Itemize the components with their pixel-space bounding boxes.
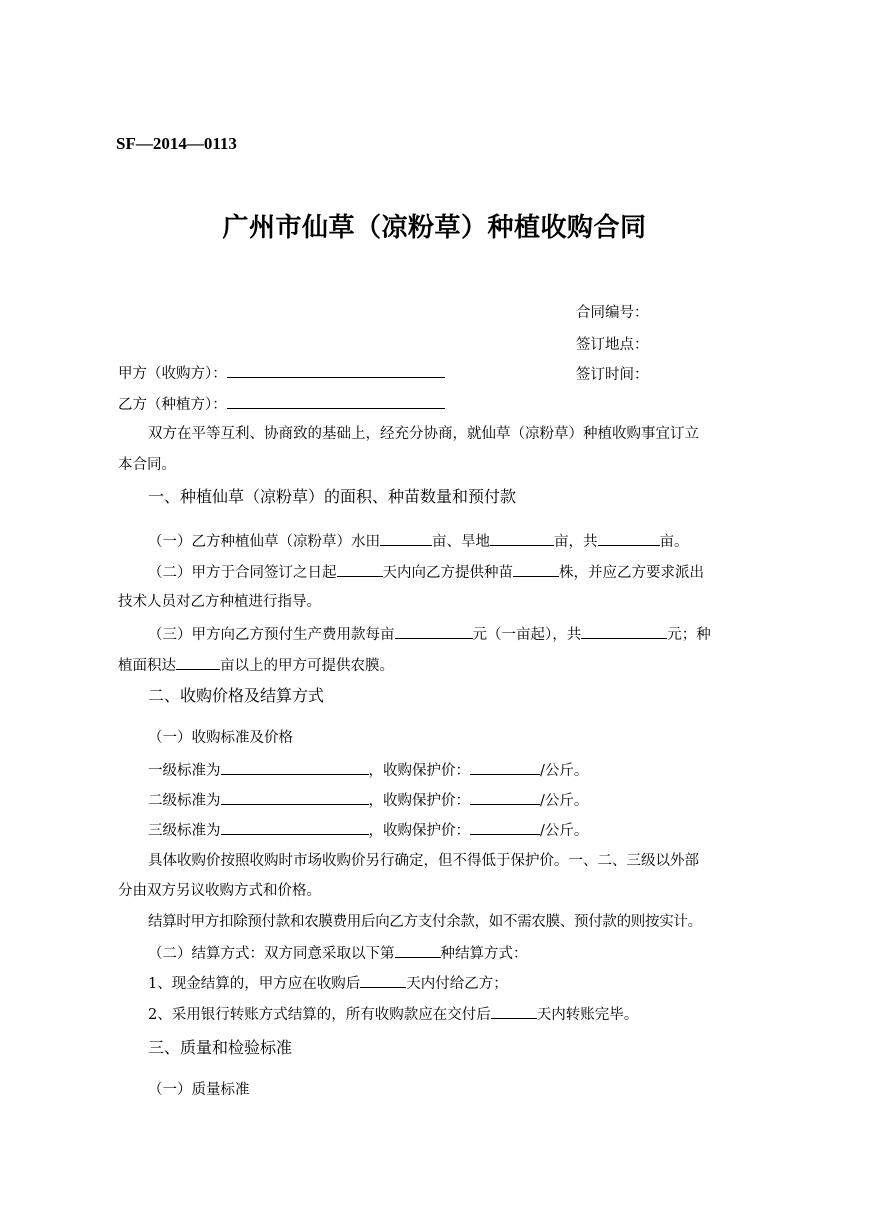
s1-item3-line2: [118, 655, 394, 675]
bank-settlement: [148, 1004, 638, 1024]
grade-2-standard-field[interactable]: [221, 790, 369, 805]
paddy-field-area-field[interactable]: [380, 531, 432, 546]
grade-1-line: [148, 760, 588, 780]
s1-item1-text-d: 亩。: [659, 534, 689, 550]
grade-1-unit: /公斤。: [540, 763, 589, 779]
s1-item1: [148, 531, 689, 551]
grade-3-line: [148, 820, 588, 840]
s1-item3-text-b: 元（一亩起），共: [472, 627, 582, 643]
s2-sub2-text-a: （二）结算方式：双方同意采取以下第: [148, 946, 395, 962]
grade-2-label: 二级标准为: [148, 793, 221, 809]
grade-3-label: 三级标准为: [148, 823, 221, 839]
s2-sub1: （一）收购标准及价格: [148, 730, 293, 746]
price-note-line-1: 具体收购价按照收购时市场收购价另行确定，但不得低于保护价。一、二、三级以外部: [148, 853, 699, 869]
dry-land-area-field[interactable]: [490, 531, 554, 546]
grade-2-mid: ，收购保护价：: [368, 793, 470, 809]
s1-item2-line2: 技术人员对乙方种植进行指导。: [118, 594, 321, 610]
price-note-line-2: 分由双方另议收购方式和价格。: [118, 883, 321, 899]
settle-note: 结算时甲方扣除预付款和农膜费用后向乙方支付余款，如不需农膜、预付款的则按实计。: [148, 914, 702, 930]
section-3-heading: 三、质量和检验标准: [148, 1038, 293, 1057]
document-code: SF—2014—0113: [116, 134, 237, 153]
grade-3-mid: ，收购保护价：: [368, 823, 470, 839]
cash-days-field[interactable]: [360, 973, 406, 988]
intro-line-2: 本合同。: [118, 457, 176, 473]
seedling-count-field[interactable]: [513, 562, 559, 577]
intro-line-1: 双方在平等互利、协商致的基础上，经充分协商，就仙草（凉粉草）种植收购事宜订立: [148, 426, 699, 442]
s1-item1-text-c: 亩，共: [554, 534, 598, 550]
grade-1-mid: ，收购保护价：: [368, 763, 470, 779]
seedling-days-field[interactable]: [337, 562, 383, 577]
grade-1-price-field[interactable]: [470, 760, 540, 775]
grade-2-line: [148, 790, 588, 810]
s1-item2: [148, 562, 704, 582]
grade-1-label: 一级标准为: [148, 763, 221, 779]
cash-text-a: 1、现金结算的，甲方应在收购后: [148, 976, 361, 992]
film-area-field[interactable]: [176, 655, 220, 670]
s1-item1-text-a: （一）乙方种植仙草（凉粉草）水田: [148, 534, 380, 550]
s2-sub2-text-b: 种结算方式：: [440, 946, 528, 962]
grade-1-standard-field[interactable]: [221, 760, 369, 775]
sign-place-label: 签订地点：: [576, 337, 649, 353]
party-a-label: 甲方（收购方）：: [118, 366, 227, 382]
bank-text-b: 天内转账完毕。: [536, 1007, 639, 1023]
s1-item3: [148, 624, 711, 644]
grade-3-standard-field[interactable]: [221, 820, 369, 835]
grade-3-unit: /公斤。: [540, 823, 589, 839]
party-b-label: 乙方（种植方）：: [118, 397, 227, 413]
s3-sub1: （一）质量标准: [148, 1082, 250, 1098]
party-b-field[interactable]: [227, 394, 445, 409]
section-2-heading: 二、收购价格及结算方式: [148, 686, 325, 705]
bank-days-field[interactable]: [491, 1004, 537, 1019]
s1-item2-text-b: 天内向乙方提供种苗: [382, 565, 513, 581]
grade-2-unit: /公斤。: [540, 793, 589, 809]
cash-text-b: 天内付给乙方；: [406, 976, 508, 992]
settlement-method-field[interactable]: [395, 943, 441, 958]
s1-item3-text-c: 元；种: [667, 627, 711, 643]
s1-item3-text-l2b: 亩以上的甲方可提供农膜。: [220, 658, 394, 674]
grade-2-price-field[interactable]: [470, 790, 540, 805]
grade-3-price-field[interactable]: [470, 820, 540, 835]
cash-settlement: [148, 973, 508, 993]
s1-item3-text-a: （三）甲方向乙方预付生产费用款每亩: [148, 627, 395, 643]
party-a-line: [118, 363, 445, 383]
s2-sub2: [148, 943, 528, 963]
contract-number-label: 合同编号：: [576, 305, 649, 321]
s1-item1-text-b: 亩、旱地: [432, 534, 490, 550]
prepay-per-mu-field[interactable]: [395, 624, 473, 639]
prepay-total-field[interactable]: [581, 624, 667, 639]
section-1-heading: 一、种植仙草（凉粉草）的面积、种苗数量和预付款: [148, 487, 517, 506]
s1-item3-text-l2a: 植面积达: [118, 658, 176, 674]
contract-title: 广州市仙草（凉粉草）种植收购合同: [222, 213, 647, 243]
total-area-field[interactable]: [598, 531, 660, 546]
s1-item2-text-a: （二）甲方于合同签订之日起: [148, 565, 337, 581]
bank-text-a: 2、采用银行转账方式结算的，所有收购款应在交付后: [148, 1007, 491, 1023]
sign-time-label: 签订时间：: [576, 367, 649, 383]
party-a-field[interactable]: [227, 363, 445, 378]
s1-item2-text-c: 株，并应乙方要求派出: [559, 565, 704, 581]
party-b-line: [118, 394, 445, 414]
